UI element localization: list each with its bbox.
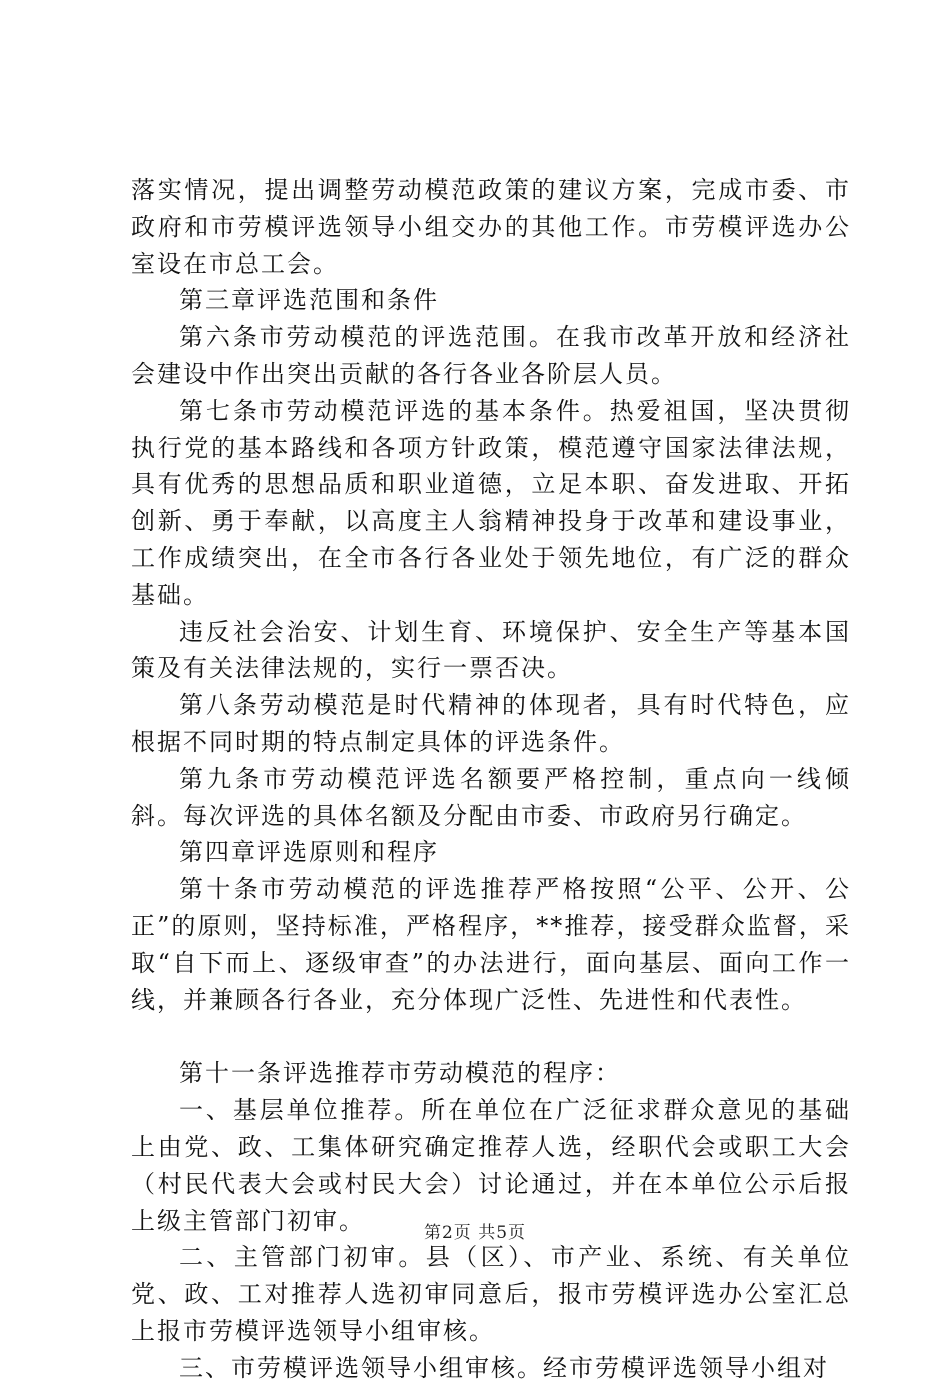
article-11: 第十一条评选推荐市劳动模范的程序： xyxy=(179,1059,621,1088)
page-number-footer: 第2页 共5页 xyxy=(423,1223,527,1243)
article-7: 第七条市劳动模范评选的基本条件。热爱祖国，坚决贯彻执行党的基本路线和各项方针政策，模范遵守国家法律法规，具有优秀的思想品质和职业道德，立足本职、奋发进取、开拓创新、勇于奉献，以高度主人翁精神投身于改革和建设事业，工作成绩突出，在全市各行各业处于领先地位，有广泛的群众基础。 xyxy=(131,396,851,609)
article-10: 第十条市劳动模范的评选推荐严格按照“公平、公开、公正”的原则，坚持标准，严格程序，**推荐，接受群众监督，采取“自下而上、逐级审查”的办法进行，面向基层、面向工作一线，并兼顾各行各业，充分体现广泛性、先进性和代表性。 xyxy=(131,875,851,1014)
chapter-4-heading: 第四章评选原则和程序 xyxy=(179,838,439,867)
procedure-step-2: 二、主管部门初审。县（区）、市产业、系统、有关单位党、政、工对推荐人选初审同意后，报市劳模评选办公室汇总上报市劳模评选领导小组审核。 xyxy=(131,1243,851,1345)
paragraph-1: 落实情况，提出调整劳动模范政策的建议方案，完成市委、市政府和市劳模评选领导小组交办的其他工作。市劳模评选办公室设在市总工会。 xyxy=(131,176,851,278)
article-9: 第九条市劳动模范评选名额要严格控制，重点向一线倾斜。每次评选的具体名额及分配由市委、市政府另行确定。 xyxy=(131,764,851,830)
procedure-step-1: 一、基层单位推荐。所在单位在广泛征求群众意见的基础上由党、政、工集体研究确定推荐人选，经职代会或职工大会（村民代表大会或村民大会）讨论通过，并在本单位公示后报上级主管部门初审。 xyxy=(131,1096,851,1235)
chapter-3-heading: 第三章评选范围和条件 xyxy=(179,286,439,315)
document-body xyxy=(131,172,851,1387)
article-6: 第六条市劳动模范的评选范围。在我市改革开放和经济社会建设中作出突出贡献的各行各业各阶层人员。 xyxy=(131,323,851,388)
article-8: 第八条劳动模范是时代精神的体现者，具有时代特色，应根据不同时期的特点制定具体的评选条件。 xyxy=(131,691,851,756)
veto-clause: 违反社会治安、计划生育、环境保护、安全生产等基本国策及有关法律法规的，实行一票否决。 xyxy=(131,617,851,683)
procedure-step-3: 三、市劳模评选领导小组审核。经市劳模评选领导小组对 xyxy=(179,1353,829,1382)
